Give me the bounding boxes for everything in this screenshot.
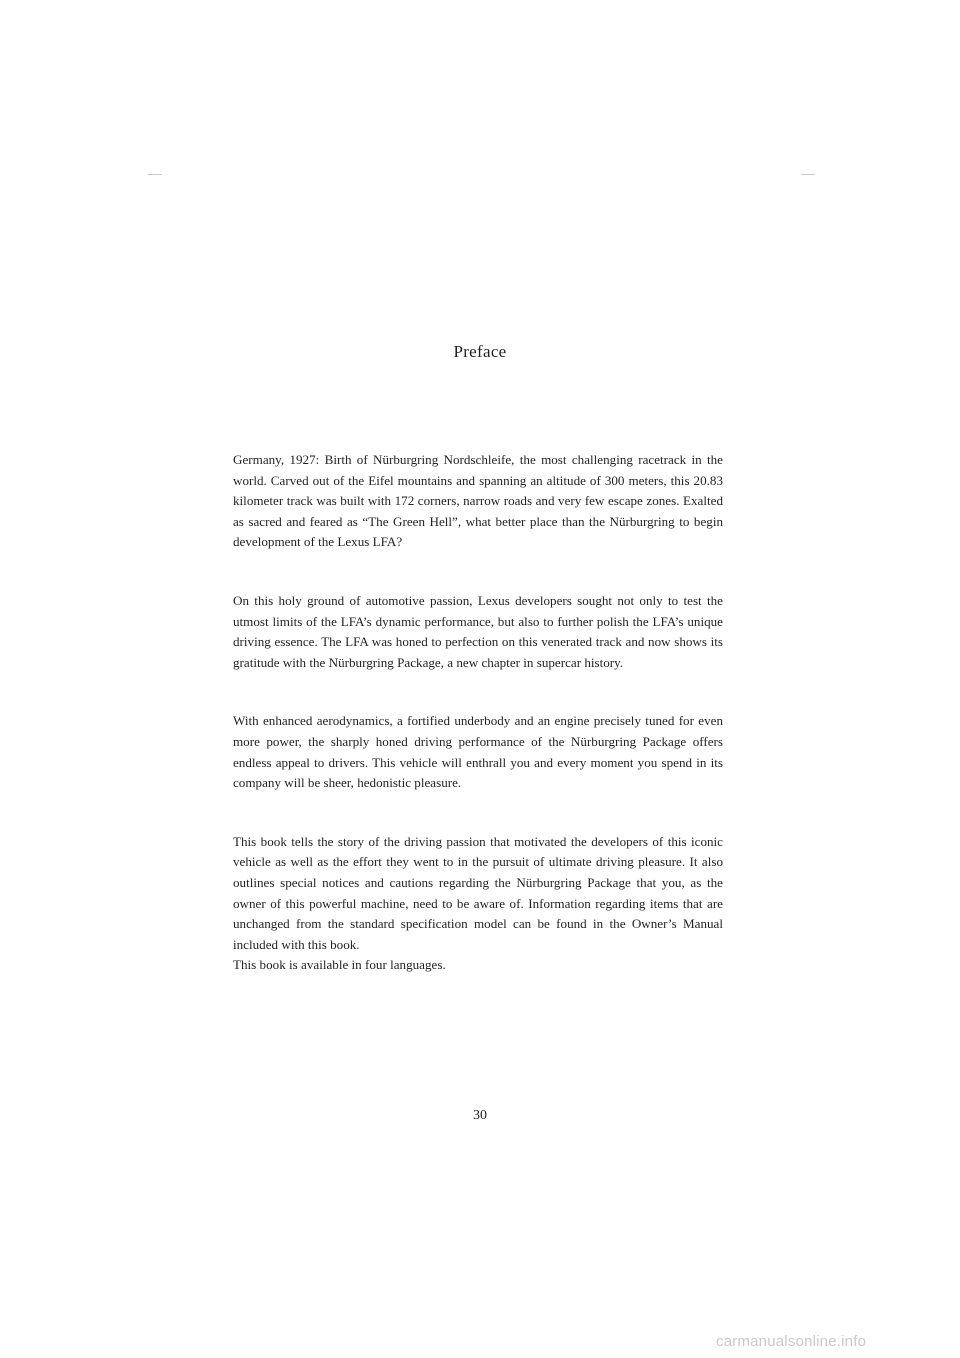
- paragraph-4-text: This book tells the story of the driving passion that motivated the developers of this iconic vehicle as well as the effort they went to in the pursuit of ultimate driving pleasure. It also outlines special notices and cautions regarding the Nürburgring Package that you, as the owner of this powerful machine, need to be aware of. Information regarding items that are unchanged from the standard specification model can be found in the Owner’s Manual included with this book.: [233, 833, 723, 952]
- body-text: [233, 450, 723, 976]
- paragraph-1: Germany, 1927: Birth of Nürburgring Nordschleife, the most challenging racetrack in the world. Carved out of the Eifel mountains and spanning an altitude of 300 meters, this 20.83 kilometer track was built with 172 corners, narrow roads and very few escape zones. Exalted as sacred and feared as “The Green Hell”, what better place than the Nürburgring to begin development of the Lexus LFA?: [233, 452, 723, 550]
- paragraph-2: On this holy ground of automotive passion, Lexus developers sought not only to test the utmost limits of the LFA’s dynamic performance, but also to further polish the LFA’s unique driving essence. The LFA was honed to perfection on this venerated track and now shows its gratitude with the Nürburgring Package, a new chapter in supercar history.: [233, 592, 723, 670]
- paragraph-4: [233, 832, 723, 976]
- crop-mark-right: [801, 174, 815, 175]
- watermark: carmanualsonline.info: [716, 1333, 867, 1350]
- closing-line: This book is available in four languages.: [233, 957, 446, 973]
- page-title: Preface: [453, 342, 507, 361]
- crop-mark-left: [148, 174, 162, 175]
- paragraph-3: With enhanced aerodynamics, a fortified underbody and an engine precisely tuned for even more power, the sharply honed driving performance of the Nürburgring Package offers endless appeal to drivers. This vehicle will enthrall you and every moment you spend in its company will be sheer, hedonistic pleasure.: [233, 713, 723, 791]
- page-number: 30: [473, 1108, 487, 1123]
